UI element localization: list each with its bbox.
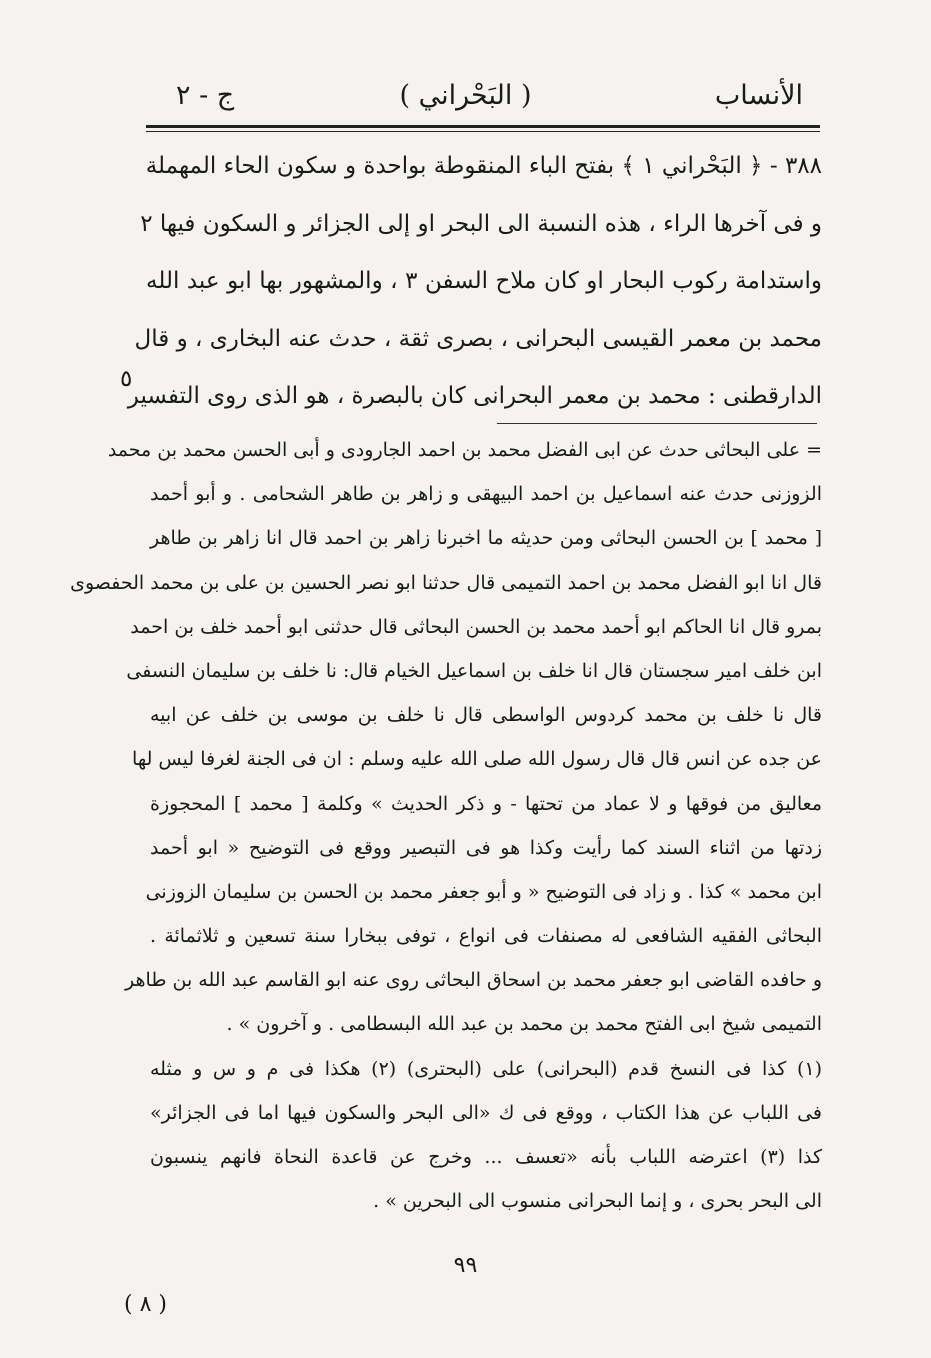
footnote-line: = على البحاثى حدث عن ابى الفضل محمد بن احمد الجارودى و أبى الحسن محمد بن محمد — [107, 439, 822, 461]
footnote-line: قال انا ابو الفضل محمد بن احمد التميمى قال حدثنا ابو نصر الحسين بن على بن محمد الحفصوى — [70, 571, 822, 594]
signature-mark: ( ٨ ) — [124, 1292, 167, 1317]
footnote-line: بمرو قال انا الحاكم ابو أحمد محمد بن الحسن البحاثى قال حدثنى ابو أحمد خلف بن احمد — [130, 615, 822, 638]
main-line: و فى آخرها الراء ، هذه النسبة الى البحر او إلى الجزائر و السكون فيها ٢ — [140, 210, 822, 237]
footnote-line: الى البحر بحرى ، و إنما البحرانى منسوب الى البحرين » . — [373, 1190, 822, 1213]
footnote-line: ابن محمد » كذا . و زاد فى التوضيح « و أبو جعفر محمد بن الحسن بن سليمان الزوزنى — [145, 880, 822, 903]
footnotes — [70, 428, 822, 1223]
footnote-line: البحاثى الفقيه الشافعى له مصنفات فى انواع ، توفى ببخارا سنة تسعين و ثلاثمائة . — [150, 925, 822, 948]
main-line: ٣٨٨ - ﴿ البَحْراني ١ ﴾ بفتح الباء المنقوطة بواحدة و سكون الحاء المهملة — [145, 153, 822, 179]
page-number: ٩٩ — [453, 1253, 478, 1278]
header-rule-thick — [146, 125, 820, 128]
footnote-line: كذا (٣) اعترضه اللباب بأنه «تعسف ... وخرج عن قاعدة النحاة فانهم ينسبون — [150, 1146, 822, 1168]
margin-line-number: ٥ — [120, 366, 133, 392]
footnote-line: التميمى شيخ ابى الفتح محمد بن محمد بن عبد الله البسطامى . و آخرون » . — [226, 1013, 822, 1036]
volume-number: ج - ٢ — [176, 80, 235, 111]
footnote-line: قال نا خلف بن محمد كردوس الواسطى قال نا خلف بن موسى بن خلف عن ابيه — [150, 704, 822, 727]
main-line: الدارقطنى : محمد بن معمر البحرانى كان بالبصرة ، هو الذى روى التفسير — [127, 383, 822, 409]
header-rule-thin — [146, 131, 820, 132]
running-title: الأنساب — [714, 80, 803, 111]
footnote-line: فى اللباب عن هذا الكتاب ، ووقع فى ك «الى البحر والسكون فيها اما فى الجزائر» — [150, 1101, 822, 1124]
main-line: محمد بن معمر القيسى البحرانى ، بصرى ثقة ، حدث عنه البخارى ، و قال — [134, 325, 822, 352]
main-line: واستدامة ركوب البحار او كان ملاح السفن ٣ ، والمشهور بها ابو عبد الله — [146, 268, 823, 294]
footnote-separator — [497, 423, 817, 424]
footnote-line: الزوزنى حدث عنه اسماعيل بن احمد البيهقى و زاهر بن طاهر الشحامى . و أبو أحمد — [150, 483, 822, 506]
footnote-line: ابن خلف امير سجستان قال انا خلف بن اسماعيل الخيام قال: نا خلف بن سليمان النسفى — [126, 659, 822, 682]
footnote-line: عن جده عن انس قال قال رسول الله صلى الله عليه وسلم : ان فى الجنة لغرفا ليس لها — [132, 748, 822, 771]
footnote-line: معاليق من فوقها و لا عماد من تحتها - و ذكر الحديث » وكلمة [ محمد ] المحجوزة — [150, 792, 822, 815]
main-text — [127, 138, 823, 426]
footnote-line: (١) كذا فى النسخ قدم (البحرانى) على (البحترى) (٢) هكذا فى م و س و مثله — [150, 1057, 822, 1080]
footnote-line: و حافده القاضى ابو جعفر محمد بن اسحاق البحاثى روى عنه ابو القاسم عبد الله بن طاهر — [125, 969, 822, 992]
footnote-line: زدتها من اثناء السند كما رأيت وكذا هو فى التبصير ووقع فى التوضيح « ابو أحمد — [150, 836, 822, 859]
footnote-line: [ محمد ] بن الحسن البحاثى ومن حديثه ما اخبرنا زاهر بن احمد قال انا زاهر بن طاهر — [150, 527, 822, 550]
section-title: ( البَحْراني ) — [399, 80, 532, 111]
